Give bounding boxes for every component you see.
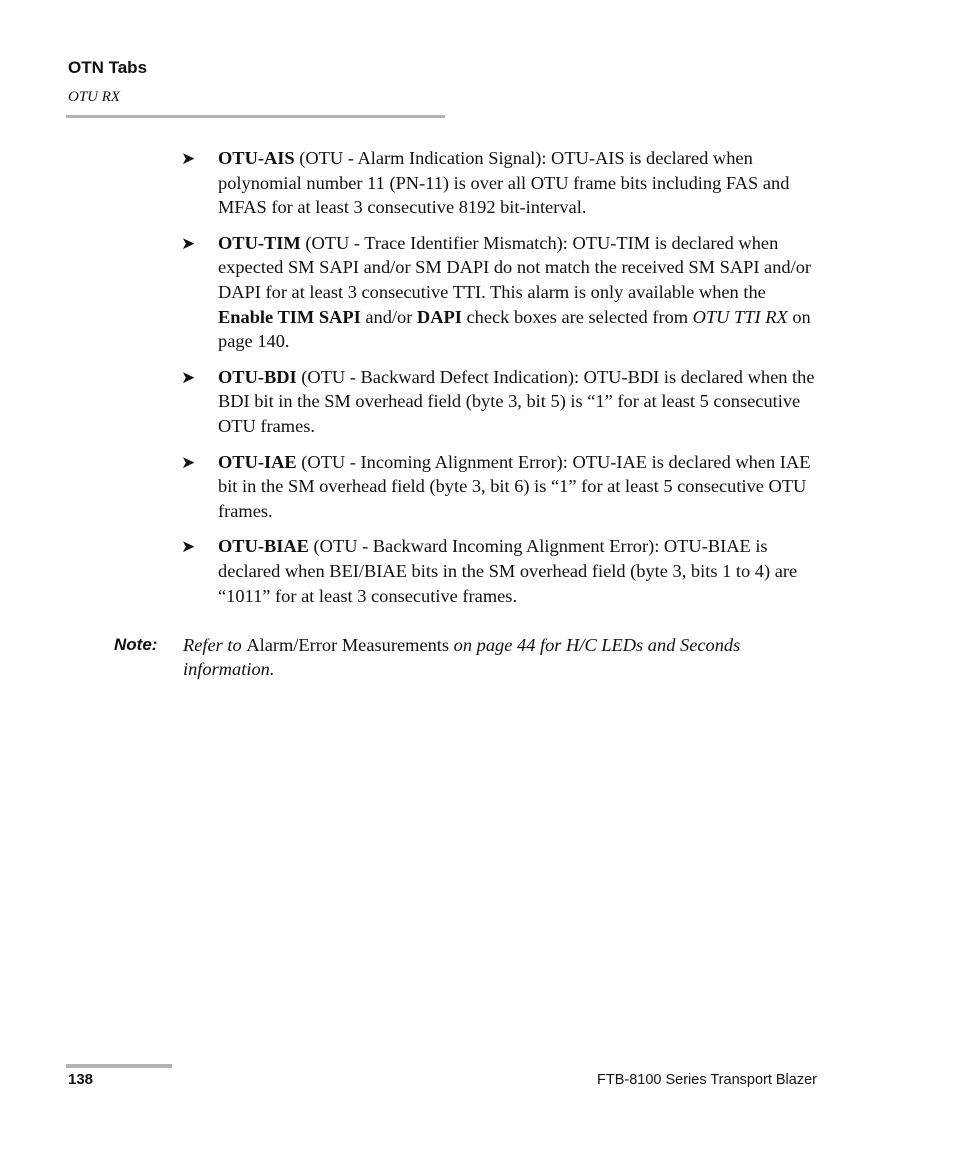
note-lead: Refer to: [183, 635, 247, 655]
section-title: OTN Tabs: [68, 58, 148, 77]
note-label: Note:: [114, 635, 158, 654]
description: check boxes are selected from: [461, 306, 693, 327]
arrow-bullet-icon: ➤: [181, 149, 196, 169]
header-divider: [66, 115, 445, 118]
description: (OTU - Backward Incoming Alignment Error): OTU-BIAE is declared when BEI/BIAE bits in the SM overhead field (byte 3, bits 1 to 4) are “1011” for at least 3 consecutive frames.: [218, 536, 798, 606]
cross-reference-link[interactable]: Alarm/Error Measurements: [246, 635, 450, 655]
option-label: Enable TIM SAPI: [218, 306, 361, 327]
description: (OTU - Backward Defect Indication): OTU-BDI is declared when the BDI bit in the SM overhead field (byte 3, bit 5) is “1” for at least 5 consecutive OTU frames.: [218, 366, 815, 436]
description: (OTU - Trace Identifier Mismatch): OTU-TIM is declared when expected SM SAPI and/or SM DAPI do not match the received SM SAPI and/or DAPI for at least 3 consecutive TTI. This alarm is only available when the: [218, 232, 812, 302]
term: OTU-AIS: [218, 148, 295, 168]
description: on page 140.: [218, 306, 811, 352]
description: and/or: [360, 306, 417, 327]
list-item-otu-iae: [181, 450, 821, 524]
description: (OTU - Incoming Alignment Error): OTU-IAE is declared when IAE bit in the SM overhead field (byte 3, bit 6) is “1” for at least 5 consecutive OTU frames.: [218, 451, 811, 521]
term: OTU-IAE: [218, 451, 297, 472]
arrow-bullet-icon: ➤: [181, 367, 196, 388]
list-item-otu-biae: [181, 534, 821, 608]
alarm-list: [181, 146, 821, 619]
term: OTU-BDI: [218, 366, 297, 387]
arrow-bullet-icon: ➤: [181, 452, 196, 473]
cross-reference-link[interactable]: OTU TTI RX: [692, 306, 788, 327]
footer-divider: [66, 1064, 172, 1068]
note-text: [183, 633, 824, 682]
term: OTU-TIM: [218, 232, 301, 253]
arrow-bullet-icon: ➤: [181, 537, 196, 558]
term: OTU-BIAE: [218, 536, 309, 557]
product-name: FTB-8100 Series Transport Blazer: [596, 1072, 817, 1088]
list-item-otu-tim: [181, 231, 821, 354]
option-label: DAPI: [416, 306, 462, 327]
note-tail: on page 44 for H/C LEDs and Seconds information.: [183, 635, 741, 680]
section-subtitle: OTU RX: [68, 89, 121, 105]
page-number: 138: [68, 1071, 94, 1088]
description: (OTU - Alarm Indication Signal): OTU-AIS is declared when polynomial number 11 (PN-11) is over all OTU frame bits including FAS and MFAS for at least 3 consecutive 8192 bit-interval.: [218, 148, 790, 218]
arrow-bullet-icon: ➤: [181, 233, 196, 254]
note-block: [114, 633, 824, 682]
list-item-otu-bdi: [181, 365, 821, 439]
list-item-otu-ais: [181, 146, 821, 220]
